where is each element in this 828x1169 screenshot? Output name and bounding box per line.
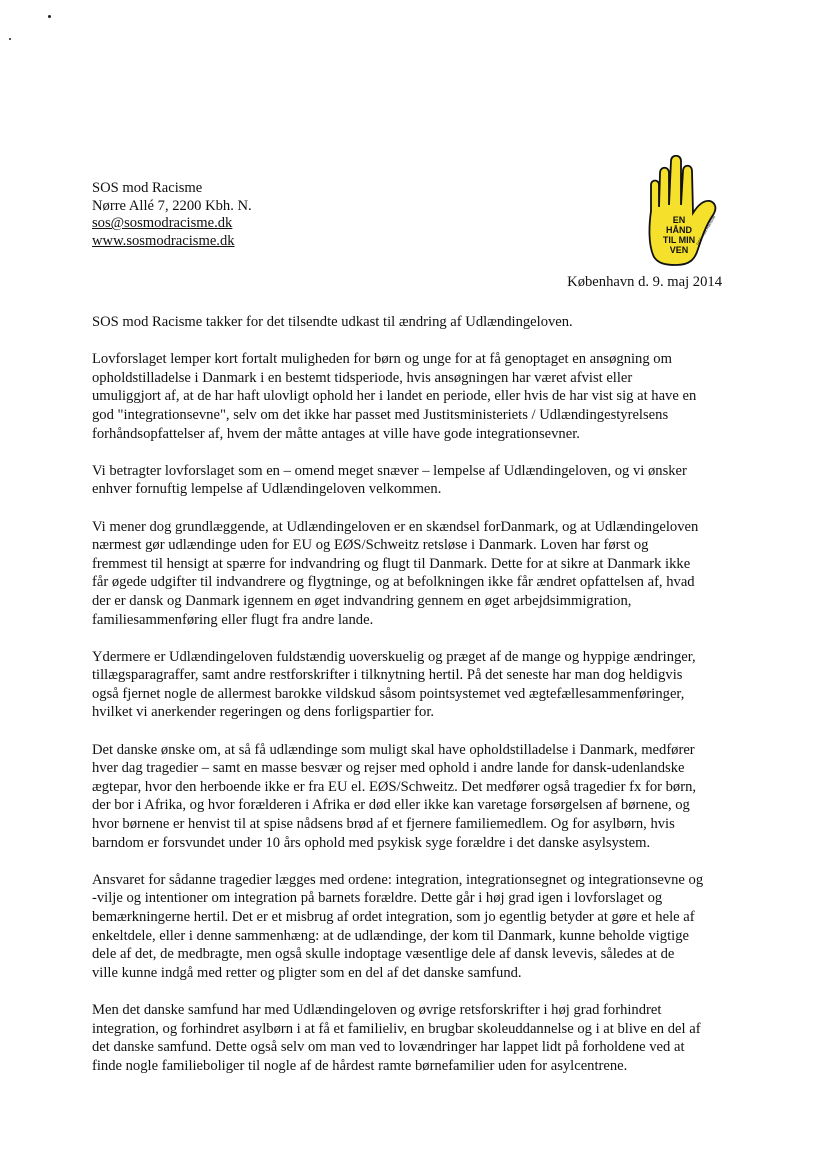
paragraph-line: Men det danske samfund har med Udlændingeloven og øvrige retsforskrifter i høj grad forhindret bbox=[92, 1001, 662, 1018]
paragraph-line: enkeltdele, eller i denne sammenhæng: at de udlændinge, der kom til Danmark, kunne beholde vigtige bbox=[92, 927, 689, 944]
paragraph-line: -vilje og intentioner om integration på barnets forældre. Dette går i høj grad igen i lovforslaget og bbox=[92, 890, 663, 907]
scan-speck bbox=[48, 15, 51, 18]
letter-paragraph bbox=[92, 313, 740, 332]
paragraph-line: Vi betragter lovforslaget som en – omend meget snæver – lempelse af Udlændingeloven, og vi ønsker bbox=[92, 462, 687, 479]
paragraph-line: Ansvaret for sådanne tragedier lægges med ordene: integration, integrationsegnet og integrationsevne og bbox=[92, 871, 704, 888]
paragraph-line: hvilket vi anerkender regeringen og dens forligspartier for. bbox=[92, 704, 435, 721]
paragraph-line: der bor i Afrika, og hvor forælderen i Afrika er død eller ikke kan varetage forsørgelsen af børnene, og bbox=[92, 797, 690, 814]
sender-email-link[interactable]: sos@sosmodracisme.dk bbox=[92, 215, 233, 232]
paragraph-line: barndom er forsvundet under 10 års ophold med psykisk syge forældre i det danske asylsystem. bbox=[92, 834, 651, 851]
letter-paragraph bbox=[92, 741, 740, 853]
paragraph-line: finde nogle familieboliger til nogle af de hårdest ramte børnefamilier uden for asylcentrene. bbox=[92, 1057, 628, 1074]
paragraph-line: Vi mener dog grundlæggende, at Udlændingeloven er en skændsel forDanmark, og at Udlændingeloven bbox=[92, 518, 699, 535]
paragraph-line: forhåndsopfattelser af, hvem der måtte antages at ville have gode integrationsevner. bbox=[92, 425, 580, 442]
logo-text-line1: EN bbox=[672, 215, 686, 225]
paragraph-line: umuliggjort af, at de har haft ulovligt ophold her i landet en periode, eller hvis de har vist sig at have en bbox=[92, 388, 697, 405]
paragraph-line: tillægsparagraffer, samt andre restforskrifter i tilknytning hertil. På det seneste har man dog heldigvis bbox=[92, 667, 683, 684]
logo-small-text: SOS mod Racisme bbox=[695, 214, 717, 247]
letter-body bbox=[92, 313, 740, 1094]
paragraph-line: familiesammenføring eller flugt fra andre lande. bbox=[92, 611, 374, 628]
paragraph-line: nærmest gør udlændinge uden for EU og EØS/Schweitz retsløse i Danmark. Loven har først og bbox=[92, 537, 649, 554]
paragraph-line: SOS mod Racisme takker for det tilsendte udkast til ændring af Udlændingeloven. bbox=[92, 314, 573, 330]
sender-block bbox=[92, 180, 252, 250]
sender-name: SOS mod Racisme bbox=[92, 180, 203, 196]
hand-logo bbox=[640, 155, 730, 275]
paragraph-line: ægtepar, hvor den herboende ikke er fra EU el. EØS/Schweitz. Det medfører også tragedier fx for børn, bbox=[92, 778, 697, 795]
paragraph-line: hver dag tragedier – samt en masse besvær og rejser med ophold i andre lande for dansk-udenlandske bbox=[92, 760, 685, 777]
letter-paragraph bbox=[92, 1001, 740, 1075]
paragraph-line: fremmest til hensigt at spærre for indvandring og flugt til Danmark. Dette for at sikre at Danmark ikke bbox=[92, 555, 691, 572]
letter-paragraph bbox=[92, 871, 740, 983]
paragraph-line: Lovforslaget lemper kort fortalt muligheden for børn og unge for at få genoptaget en ansøgning om bbox=[92, 351, 672, 368]
paragraph-line: hvor børnene er henvist til at spise nådsens brød af et fjernere familiemedlem. Og for asylbørn, hvis bbox=[92, 816, 675, 833]
letter-paragraph bbox=[92, 648, 740, 722]
paragraph-line: integration, og forhindret asylbørn i at få et familieliv, en brugbar skoleuddannelse og i at blive en del af bbox=[92, 1020, 701, 1037]
paragraph-line: enhver fornuftig lempelse af Udlændingeloven velkommen. bbox=[92, 481, 442, 498]
sender-address: Nørre Allé 7, 2200 Kbh. N. bbox=[92, 197, 252, 214]
letter-paragraph bbox=[92, 518, 740, 630]
paragraph-line: Ydermere er Udlændingeloven fuldstændig uoverskuelig og præget af de mange og hyppige ændringer, bbox=[92, 648, 696, 665]
letter-paragraph bbox=[92, 462, 740, 499]
logo-text-line2: HÅND bbox=[666, 225, 692, 235]
paragraph-line: får øgede udgifter til indvandrere og flygtninge, og at befolkningen ikke får ændret opfattelsen af, hvad bbox=[92, 574, 695, 591]
paragraph-line: ville kunne indgå med retter og pligter som en del af det danske samfund. bbox=[92, 964, 522, 981]
sender-website-link[interactable]: www.sosmodracisme.dk bbox=[92, 232, 235, 249]
paragraph-line: dele af det, de medbragte, men også skulle indoptage væsentlige dele af dansk levevis, således at de bbox=[92, 946, 675, 963]
logo-text-line4: VEN bbox=[669, 245, 689, 255]
paragraph-line: bemærkningerne hertil. Det er et misbrug af ordet integration, som jo egentlig betyder at gøre et hele af bbox=[92, 909, 695, 925]
paragraph-line: Det danske ønske om, at så få udlændinge som muligt skal have opholdstilladelse i Danmark, medfører bbox=[92, 741, 695, 758]
paragraph-line: også fjernet nogle de allermest barokke vildskud såsom pointsystemet ved ægtefællesammenføringer, bbox=[92, 685, 685, 702]
paragraph-line: der er dansk og Danmark igennem en øget indvandring gennem en øget arbejdsimmigration, bbox=[92, 592, 632, 609]
scan-speck bbox=[9, 38, 11, 40]
paragraph-line: god "integrationsevne", selv om det ikke har passet med Justitsministeriets / Udlændingestyrelsens bbox=[92, 406, 669, 423]
letter-date: København d. 9. maj 2014 bbox=[567, 274, 722, 290]
paragraph-line: opholdstilladelse i Danmark i en bestemt tidsperiode, hvis ansøgningen har været afvist eller bbox=[92, 369, 633, 386]
letter-paragraph bbox=[92, 350, 740, 443]
logo-text-line3: TIL MIN bbox=[662, 235, 696, 245]
paragraph-line: det danske samfund. Dette også selv om man ved to lovændringer har lappet lidt på forholdene ved at bbox=[92, 1039, 685, 1056]
